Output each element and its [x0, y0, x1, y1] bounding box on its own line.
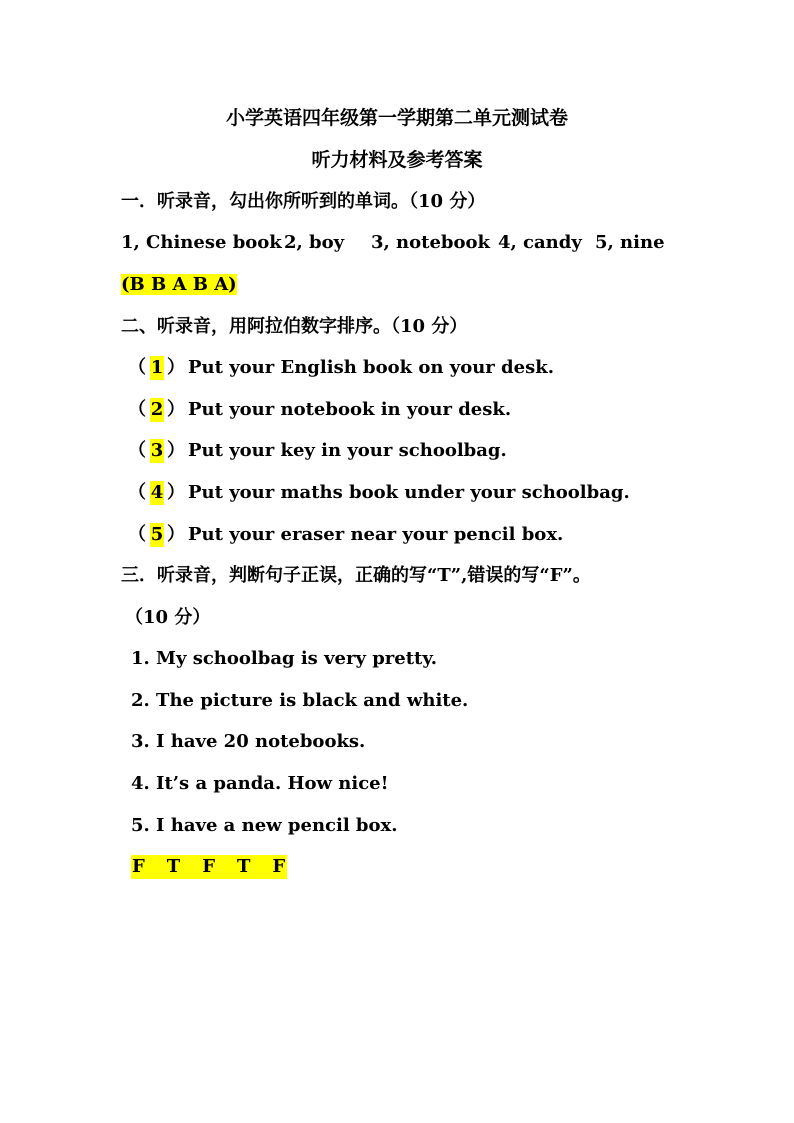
close-paren: ）: [167, 399, 185, 420]
word-5: 5, nine: [595, 232, 665, 253]
section2-item: [128, 439, 507, 463]
close-paren: ）: [167, 482, 185, 503]
document-title: 小学英语四年级第一学期第二单元测试卷: [225, 107, 568, 129]
open-paren: （: [128, 399, 146, 420]
word-3: 3, notebook: [371, 232, 490, 253]
section2-item: [128, 398, 511, 422]
item-text: Put your maths book under your schoolbag.: [188, 482, 630, 503]
section1-answer: (B B A B A): [121, 274, 237, 295]
section1-heading: 一．听录音，勾出你所听到的单词。（10 分）: [121, 191, 486, 212]
open-paren: （: [128, 482, 146, 503]
open-paren: （: [128, 440, 146, 461]
close-paren: ）: [167, 524, 185, 545]
section3-item: 3. I have 20 notebooks.: [131, 731, 366, 752]
item-text: Put your eraser near your pencil box.: [188, 524, 564, 545]
document-subtitle: 听力材料及参考答案: [311, 149, 483, 171]
open-paren: （: [128, 524, 146, 545]
item-text: Put your notebook in your desk.: [188, 399, 512, 420]
word-2: 2, boy: [284, 232, 345, 253]
section2-item: [128, 523, 563, 547]
order-number: 5: [150, 524, 164, 545]
section3-item: 5. I have a new pencil box.: [131, 815, 398, 836]
answer-1: F: [132, 856, 145, 877]
order-number: 2: [150, 399, 164, 420]
answer-2: T: [166, 856, 181, 877]
section3-score: （10 分）: [125, 607, 211, 628]
open-paren: （: [128, 357, 146, 378]
item-text: Put your English book on your desk.: [188, 357, 554, 378]
word-1: 1, Chinese book: [121, 232, 282, 253]
section2-item: [128, 481, 630, 505]
section2-heading: 二、听录音，用阿拉伯数字排序。（10 分）: [121, 316, 468, 337]
section3-item: 1. My schoolbag is very pretty.: [131, 648, 438, 669]
close-paren: ）: [167, 440, 185, 461]
answer-3: F: [202, 856, 215, 877]
order-number: 1: [150, 357, 164, 378]
section2-item: [128, 356, 554, 380]
order-number: 4: [150, 482, 164, 503]
section3-item: 4. It’s a panda. How nice!: [131, 773, 389, 794]
word-4: 4, candy: [498, 232, 582, 253]
section3-heading: 三．听录音，判断句子正误，正确的写“T”,错误的写“F”。: [121, 565, 591, 586]
section1-answer-line: [121, 273, 237, 297]
section3-answers: [131, 855, 287, 879]
section3-answer-highlight: [131, 855, 287, 879]
close-paren: ）: [167, 357, 185, 378]
order-number: 3: [150, 440, 164, 461]
item-text: Put your key in your schoolbag.: [188, 440, 507, 461]
answer-4: T: [236, 856, 251, 877]
section3-item: 2. The picture is black and white.: [131, 690, 469, 711]
section1-word-list: [121, 231, 665, 255]
answer-5: F: [272, 856, 286, 877]
